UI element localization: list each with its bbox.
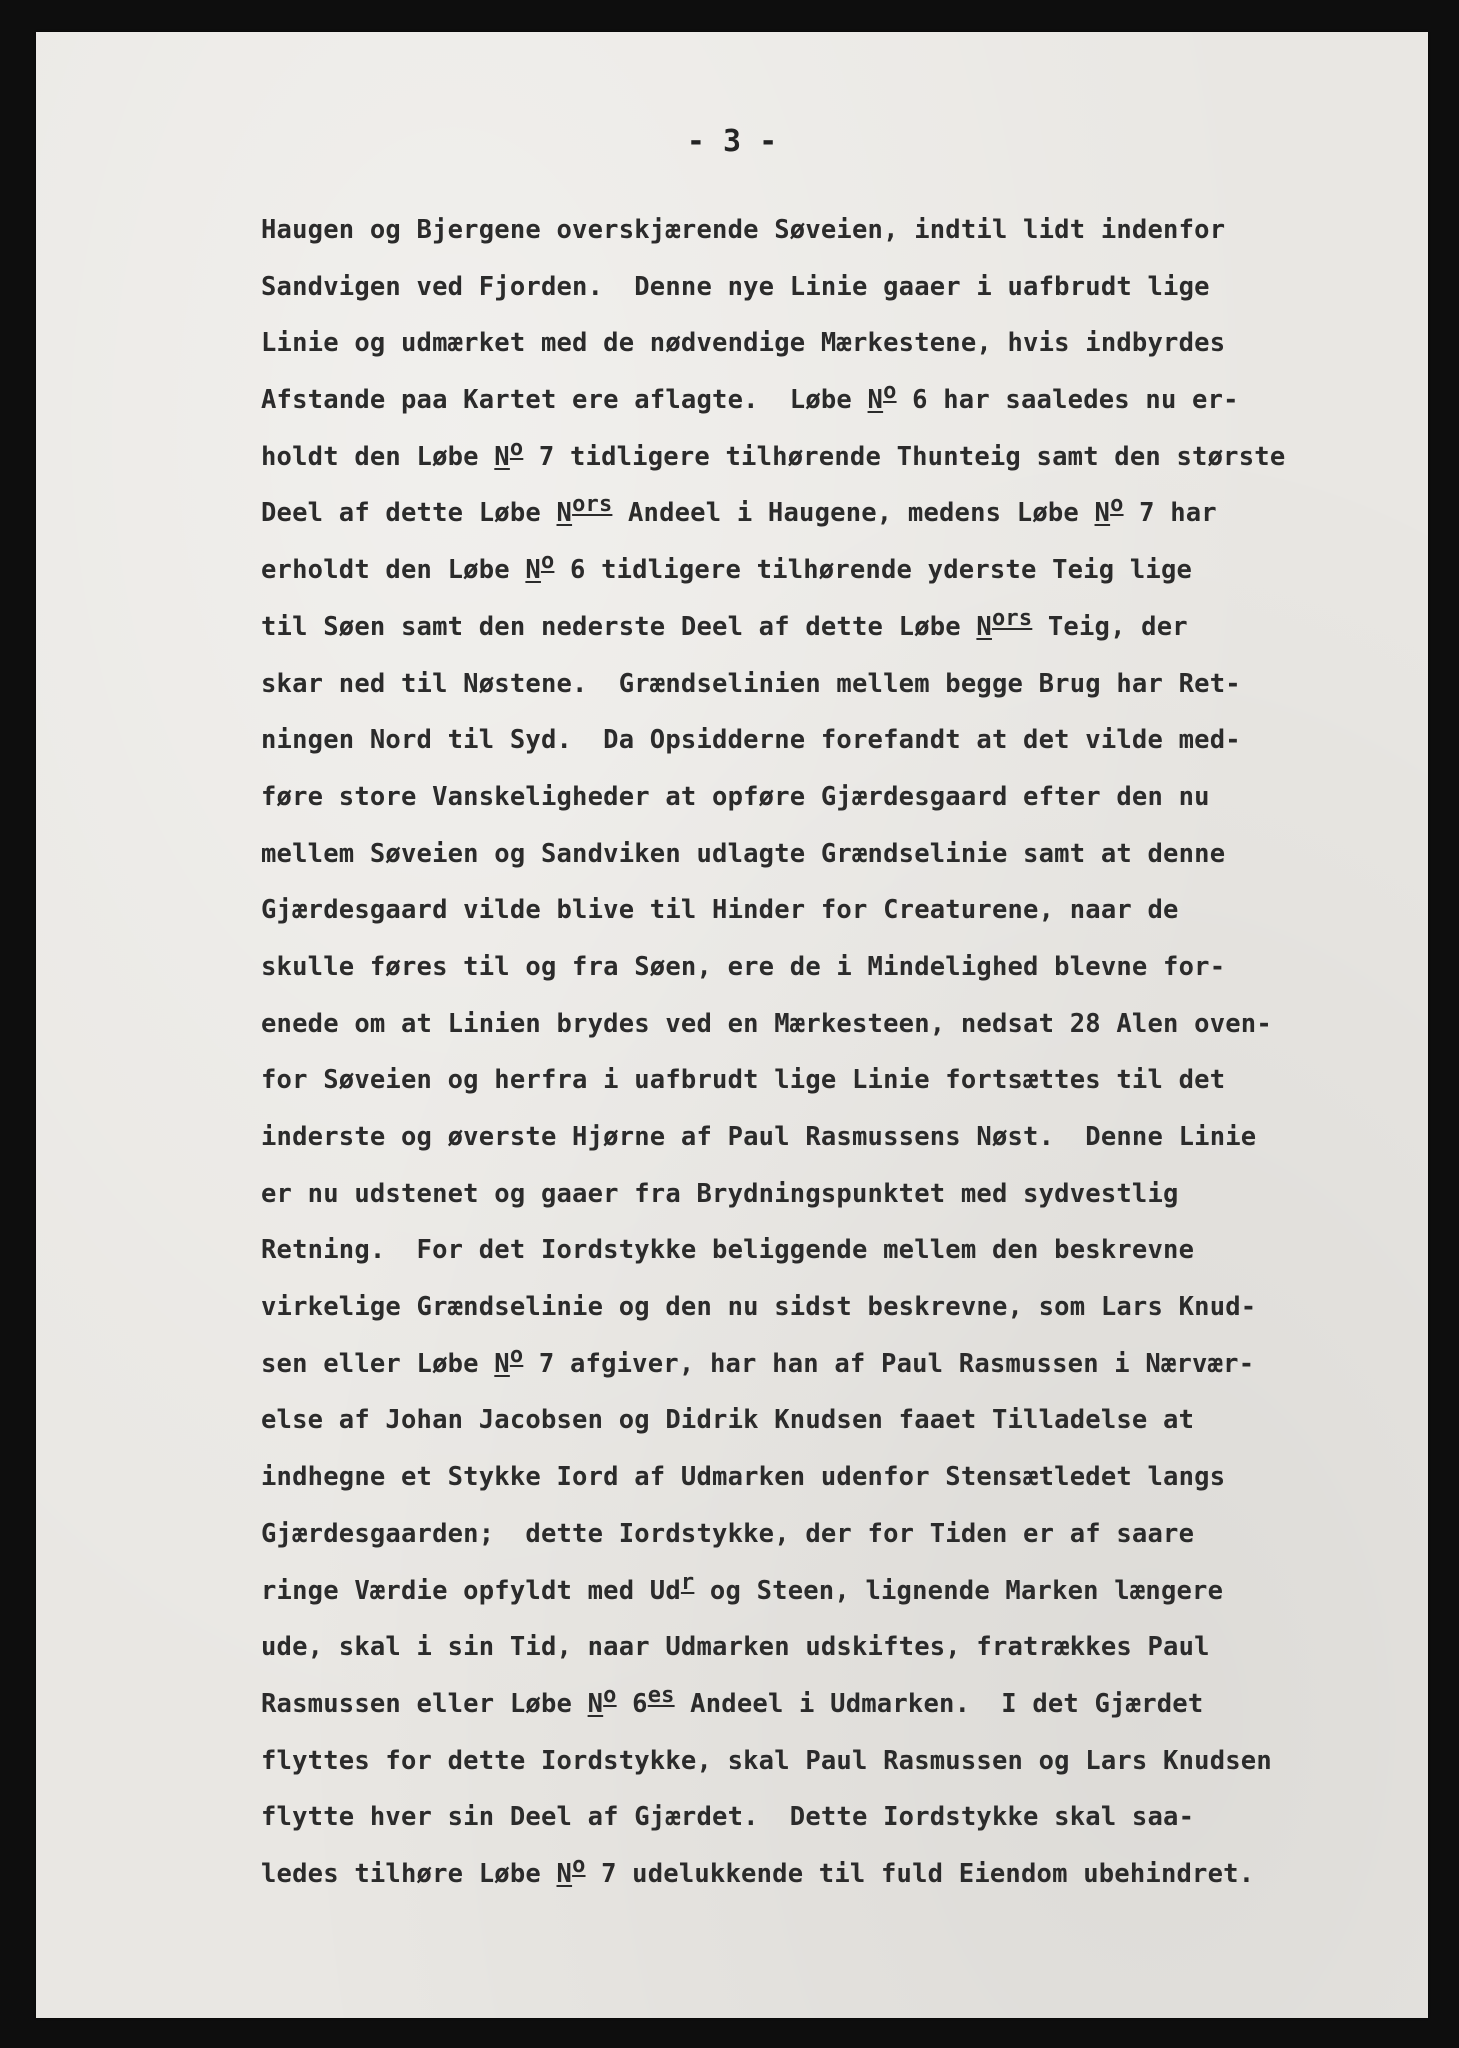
superscript: o (540, 549, 555, 575)
text-segment: ledes tilhøre Løbe (261, 1858, 557, 1889)
numero-sign: N (1094, 498, 1111, 529)
text-segment: skar ned til Nøstene. Grændselinien mellem begge Brug har Ret- (261, 668, 1241, 699)
text-segment: 7 tidligere tilhørende Thunteig samt den største (523, 441, 1286, 472)
superscript: r (680, 1569, 695, 1595)
text-segment: skulle føres til og fra Søen, ere de i Mindelighed blevne for- (261, 951, 1226, 982)
text-segment: for Søveien og herfra i uafbrudt lige Linie fortsættes til det (261, 1065, 1226, 1096)
text-segment: else af Johan Jacobsen og Didrik Knudsen faaet Tilladelse at (261, 1405, 1195, 1436)
document-page (36, 32, 1428, 2018)
superscript: es (647, 1682, 675, 1708)
numero-sign: N (494, 441, 510, 472)
text-segment: Andeel i Haugene, medens Løbe (612, 498, 1095, 529)
text-segment: 6 tidligere tilhørende yderste Teig lige (554, 555, 1193, 586)
text-segment: 7 afgiver, har han af Paul Rasmussen i Nærvær- (523, 1348, 1255, 1379)
text-line (261, 429, 1401, 486)
text-line (261, 372, 1401, 429)
text-segment: erholdt den Løbe (261, 555, 526, 586)
numero-sign: N (976, 611, 992, 642)
text-line (261, 1336, 1401, 1393)
superscript: o (509, 435, 524, 461)
text-segment: Andeel i Udmarken. I det Gjærdet (674, 1688, 1204, 1719)
text-line (261, 1846, 1401, 1903)
superscript: o (1110, 492, 1124, 518)
text-line (261, 1166, 1401, 1223)
text-line (261, 1676, 1401, 1733)
text-line (261, 939, 1401, 996)
text-segment: Linie og udmærket med de nødvendige Mærkestene, hvis indbyrdes (261, 328, 1226, 359)
text-segment: Rasmussen eller Løbe (261, 1688, 588, 1719)
superscript: ors (991, 605, 1033, 631)
superscript: o (509, 1342, 524, 1368)
text-segment: 6 (616, 1688, 648, 1719)
text-segment: inderste og øverste Hjørne af Paul Rasmussens Nøst. Denne Linie (261, 1122, 1257, 1152)
text-line (261, 485, 1401, 542)
text-line (261, 1619, 1401, 1676)
text-line (261, 1506, 1401, 1563)
superscript: o (883, 379, 897, 405)
text-segment: virkelige Grændselinie og den nu sidst beskrevne, som Lars Knud- (261, 1292, 1257, 1323)
text-segment: 7 udelukkende til fuld Eiendom ubehindret. (585, 1858, 1255, 1889)
text-segment: holdt den Løbe (261, 441, 495, 472)
text-segment: og Steen, lignende Marken længere (694, 1575, 1224, 1606)
text-segment: Deel af dette Løbe (261, 498, 557, 529)
numero-sign: N (556, 498, 573, 529)
text-segment: Afstande paa Kartet ere aflagte. Løbe (261, 385, 868, 416)
text-segment: enede om at Linien brydes ved en Mærkesteen, nedsat 28 Alen oven- (261, 1008, 1272, 1039)
text-segment: 7 har (1123, 498, 1217, 529)
numero-sign: N (587, 1688, 604, 1719)
text-segment: ningen Nord til Syd. Da Opsidderne forefandt at det vilde med- (261, 725, 1241, 756)
text-segment: Gjærdesgaard vilde blive til Hinder for Creaturene, naar de (261, 895, 1179, 926)
text-segment: til Søen samt den nederste Deel af dette Løbe (261, 611, 977, 642)
text-segment: Retning. For det Iordstykke beliggende mellem den beskrevne (261, 1235, 1195, 1266)
text-line (261, 1052, 1401, 1109)
text-segment: flyttes for dette Iordstykke, skal Paul Rasmussen og Lars Knudsen (261, 1745, 1272, 1776)
text-line (261, 712, 1401, 769)
text-segment: ringe Værdie opfyldt med Ud (261, 1575, 681, 1606)
text-segment: er nu udstenet og gaaer fra Brydningspunktet med sydvestlig (261, 1178, 1179, 1209)
typewritten-text (261, 202, 1401, 1903)
text-line (261, 1279, 1401, 1336)
text-segment: indhegne et Stykke Iord af Udmarken udenfor Stensætledet langs (261, 1462, 1226, 1493)
text-line (261, 1222, 1401, 1279)
text-segment: føre store Vanskeligheder at opføre Gjærdesgaard efter den nu (261, 781, 1210, 812)
text-line (261, 1392, 1401, 1449)
text-line (261, 1733, 1401, 1790)
text-segment: mellem Søveien og Sandviken udlagte Grændselinie samt at denne (261, 838, 1226, 869)
text-line (261, 599, 1401, 656)
text-line (261, 769, 1401, 826)
text-line (261, 1563, 1401, 1620)
numero-sign: N (867, 385, 884, 416)
text-segment: flytte hver sin Deel af Gjærdet. Dette Iordstykke skal saa- (261, 1802, 1195, 1833)
text-line (261, 202, 1401, 259)
text-line (261, 882, 1401, 939)
numero-sign: N (556, 1858, 573, 1889)
text-segment: Sandvigen ved Fjorden. Denne nye Linie gaaer i uafbrudt lige (261, 271, 1210, 302)
superscript: o (572, 1852, 586, 1878)
text-line (261, 826, 1401, 883)
superscript: ors (572, 492, 613, 518)
text-segment: sen eller Løbe (261, 1348, 495, 1379)
text-segment: 6 har saaledes nu er- (896, 385, 1239, 416)
text-segment: Teig, der (1032, 611, 1188, 642)
superscript: o (603, 1682, 617, 1708)
text-line (261, 996, 1401, 1053)
text-segment: ude, skal i sin Tid, naar Udmarken udskiftes, fratrækkes Paul (261, 1632, 1210, 1663)
text-line (261, 542, 1401, 599)
text-line (261, 315, 1401, 372)
text-line (261, 1109, 1401, 1166)
text-segment: Haugen og Bjergene overskjærende Søveien, indtil lidt indenfor (261, 215, 1226, 245)
text-line (261, 656, 1401, 713)
text-line (261, 259, 1401, 316)
text-line (261, 1449, 1401, 1506)
numero-sign: N (525, 555, 541, 586)
page-number: - 3 - (686, 124, 778, 159)
numero-sign: N (494, 1348, 510, 1379)
text-segment: Gjærdesgaarden; dette Iordstykke, der for Tiden er af saare (261, 1518, 1195, 1549)
text-line (261, 1789, 1401, 1846)
